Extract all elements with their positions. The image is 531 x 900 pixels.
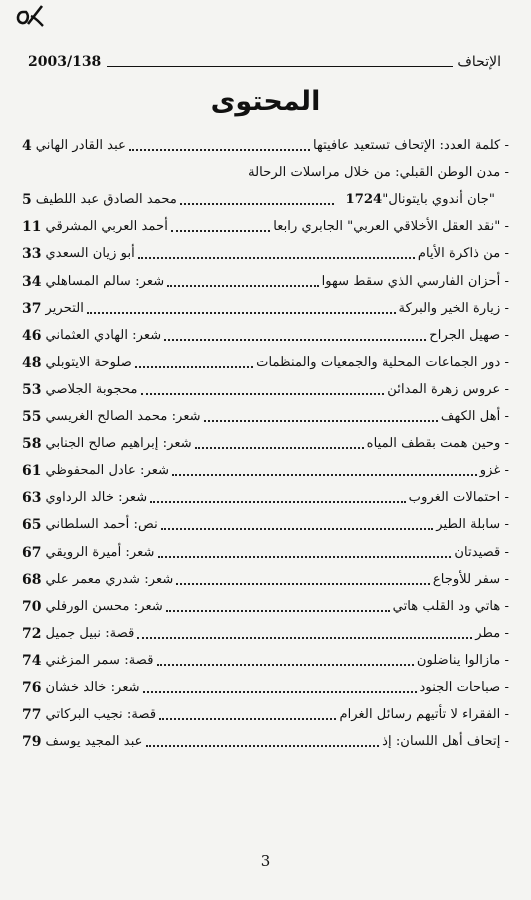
toc-entry-title: - قصيدتان bbox=[454, 544, 509, 560]
toc-entry-title: - صهيل الجراح bbox=[429, 327, 509, 343]
dot-leader bbox=[161, 528, 433, 530]
dot-leader bbox=[143, 691, 417, 693]
toc-entry-page: 79 bbox=[22, 734, 42, 751]
dot-leader bbox=[158, 556, 452, 558]
toc-entry-page: 65 bbox=[22, 517, 42, 534]
toc-entry-author: شعر: إبراهيم صالح الجنابي bbox=[45, 436, 192, 452]
toc-entry-title: - غزو bbox=[479, 463, 509, 479]
toc-entry-author: نص: أحمد السلطاني bbox=[45, 517, 158, 533]
page-title: المحتوى bbox=[210, 86, 321, 117]
toc-entry bbox=[22, 399, 509, 426]
toc-entry-title: - إتحاف أهل اللسان: إذ bbox=[382, 734, 509, 750]
dot-leader bbox=[135, 366, 253, 368]
toc-entry-page: 46 bbox=[22, 327, 42, 344]
toc-entry-page: 48 bbox=[22, 354, 42, 371]
toc-entry-title: - وحين همت بقطف المياه bbox=[366, 436, 509, 452]
toc-entry bbox=[22, 453, 509, 480]
toc-entry bbox=[22, 236, 509, 263]
toc-entry-page: 33 bbox=[22, 246, 42, 263]
toc-entry-author: شعر: أميرة الرويقي bbox=[45, 544, 155, 560]
toc-entry-page: 4 bbox=[22, 138, 32, 155]
dot-leader bbox=[138, 257, 415, 259]
toc-entry bbox=[22, 182, 509, 209]
toc-entry-author: محمد الصادق عبد اللطيف bbox=[35, 192, 177, 208]
journal-name: الإتحاف bbox=[457, 54, 501, 70]
toc-entry-author: شعر: شدري معمر علي bbox=[45, 571, 174, 587]
toc-entry-page: 76 bbox=[22, 679, 42, 696]
dot-leader bbox=[204, 420, 438, 422]
dot-leader bbox=[137, 637, 472, 639]
toc-entry-author: عبد القادر الهاني bbox=[35, 138, 126, 154]
toc-entry bbox=[22, 155, 509, 182]
toc-entry-title: - هاتي ود القلب هاتي bbox=[392, 598, 509, 614]
toc-entry-author: قصة: نبيل جميل bbox=[45, 625, 135, 641]
toc-entry-author: قصة: سمر المزغني bbox=[45, 652, 154, 668]
dot-leader bbox=[157, 664, 414, 666]
toc-entry bbox=[22, 724, 509, 751]
dot-leader bbox=[176, 583, 429, 585]
toc-entry bbox=[22, 426, 509, 453]
toc-entry bbox=[22, 507, 509, 534]
toc-entry-author: محجوبة الجلاصي bbox=[45, 381, 138, 397]
toc-entry-author: شعر: محمد الصالح الغريسي bbox=[45, 409, 201, 425]
toc-entry bbox=[22, 534, 509, 561]
toc-entry-author: شعر: عادل المحفوظي bbox=[45, 463, 170, 479]
toc-entry-author: شعر: محسن الورفلي bbox=[45, 598, 163, 614]
toc-entry-author: عبد المجيد يوسف bbox=[45, 734, 143, 750]
toc-entry bbox=[22, 345, 509, 372]
toc-entry bbox=[22, 643, 509, 670]
toc-entry-title: - أحزان الفارسي الذي سقط سهوا bbox=[321, 273, 509, 289]
toc-entry-page: 34 bbox=[22, 273, 42, 290]
toc-entry-page: 37 bbox=[22, 300, 42, 317]
toc-entry bbox=[22, 291, 509, 318]
toc-entry-title: - زيارة الخير والبركة bbox=[398, 300, 509, 316]
toc-entry-page: 63 bbox=[22, 490, 42, 507]
toc-entry-author: شعر: خالد خشان bbox=[45, 679, 140, 695]
dot-leader bbox=[159, 718, 336, 720]
dot-leader bbox=[167, 285, 318, 287]
toc-entry-page: 74 bbox=[22, 652, 42, 669]
toc-entry bbox=[22, 318, 509, 345]
toc-entry bbox=[22, 670, 509, 697]
toc-entry-page: 53 bbox=[22, 381, 42, 398]
issue-number: 2003/138 bbox=[28, 54, 102, 70]
dot-leader bbox=[180, 203, 334, 205]
page-number: 3 bbox=[260, 852, 271, 870]
toc-entry-author: شعر: سالم المساهلي bbox=[45, 273, 165, 289]
toc-entry-title: - الفقراء لا تأتيهم رسائل الغرام bbox=[339, 707, 509, 723]
toc-entry-title: - صباحات الجنود bbox=[419, 679, 509, 695]
toc-entry-page: 55 bbox=[22, 409, 42, 426]
dot-leader bbox=[172, 474, 477, 476]
toc-entry-author: قصة: نجيب البركاتي bbox=[45, 707, 157, 723]
toc-entry-author: صلوحة الايتوبلي bbox=[45, 354, 132, 370]
table-of-contents bbox=[22, 128, 509, 751]
dot-leader bbox=[150, 501, 405, 503]
dot-leader bbox=[166, 610, 390, 612]
dot-leader bbox=[146, 745, 380, 747]
toc-entry-year: 1724 bbox=[345, 192, 383, 208]
toc-entry-title: - مازالوا يناضلون bbox=[416, 652, 509, 668]
toc-entry-page: 11 bbox=[22, 219, 42, 236]
toc-entry-page: 70 bbox=[22, 598, 42, 615]
toc-entry-title: - مطر bbox=[475, 625, 509, 641]
toc-entry-author: التحرير bbox=[45, 300, 84, 316]
toc-entry-page: 77 bbox=[22, 707, 42, 724]
toc-entry-page: 58 bbox=[22, 436, 42, 453]
dot-leader bbox=[195, 447, 364, 449]
toc-entry-author: شعر: خالد الرداوي bbox=[45, 490, 148, 506]
toc-entry-author: شعر: الهادي العثماني bbox=[45, 327, 162, 343]
toc-entry-title: - أهل الكهف bbox=[440, 409, 509, 425]
toc-entry bbox=[22, 372, 509, 399]
toc-entry-title: - مدن الوطن القبلي: من خلال مراسلات الرحالة bbox=[248, 165, 509, 181]
toc-entry-page: 61 bbox=[22, 463, 42, 480]
toc-entry-title: - دور الجماعات المحلية والجمعيات والمنظمات bbox=[256, 354, 509, 370]
logo-mark-icon bbox=[14, 4, 44, 30]
toc-entry-page: 5 bbox=[22, 192, 32, 209]
toc-entry-page: 67 bbox=[22, 544, 42, 561]
toc-entry bbox=[22, 589, 509, 616]
toc-entry-title: - احتمالات الغروب bbox=[408, 490, 509, 506]
toc-entry-author: أحمد العربي المشرقي bbox=[45, 219, 168, 235]
toc-entry-title: - "نقد العقل الأخلاقي العربي" الجابري رابعا bbox=[273, 219, 509, 235]
toc-entry bbox=[22, 616, 509, 643]
toc-entry-title: - من ذاكرة الأيام bbox=[417, 246, 509, 262]
dot-leader bbox=[129, 149, 310, 151]
dot-leader bbox=[141, 393, 385, 395]
toc-entry-author: أبو زيان السعدي bbox=[45, 246, 135, 262]
dot-leader bbox=[164, 339, 426, 341]
toc-entry-title: - سابلة الطير bbox=[436, 517, 509, 533]
running-header bbox=[28, 46, 501, 70]
toc-entry-title: "جان أندوي بايتونال" bbox=[382, 192, 495, 208]
toc-entry-page: 68 bbox=[22, 571, 42, 588]
toc-entry-title: - سفر للأوجاع bbox=[432, 571, 509, 587]
toc-entry bbox=[22, 128, 509, 155]
dot-leader bbox=[87, 312, 396, 314]
toc-entry-page: 72 bbox=[22, 625, 42, 642]
toc-entry-title: - كلمة العدد: الإتحاف تستعيد عافيتها bbox=[312, 138, 509, 154]
dot-leader bbox=[171, 230, 270, 232]
toc-entry bbox=[22, 562, 509, 589]
toc-entry-title: - عروس زهرة المدائن bbox=[387, 381, 509, 397]
toc-entry bbox=[22, 697, 509, 724]
header-rule bbox=[107, 66, 453, 67]
toc-entry bbox=[22, 209, 509, 236]
toc-entry bbox=[22, 480, 509, 507]
toc-entry bbox=[22, 263, 509, 290]
